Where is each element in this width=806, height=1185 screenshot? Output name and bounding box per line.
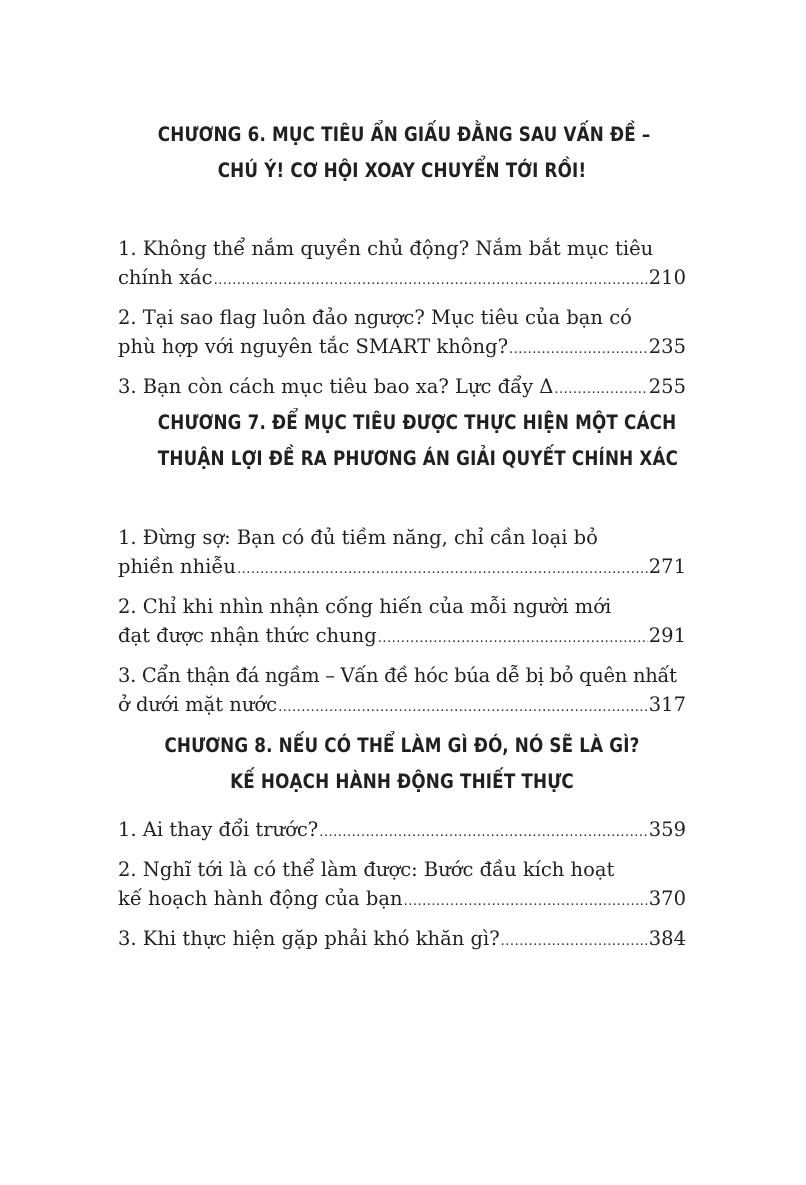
toc-page-number: 370 [648,887,686,910]
toc-entry-title-end: đạt được nhận thức chung [118,624,377,647]
toc-entry-title: 3. Cẩn thận đá ngầm – Vấn đề hóc búa dễ bị bỏ quên nhất [118,664,677,687]
toc-entry-title-end: kế hoạch hành động của bạn [118,887,403,910]
toc-entry-title: 2. Chỉ khi nhìn nhận cống hiến của mỗi người mới [118,595,612,618]
toc-entry-title: 3. Bạn còn cách mục tiêu bao xa? Lực đẩy Δ [118,375,554,398]
dot-leader [554,372,647,404]
toc-entry-title-end: phiền nhiễu [118,555,236,578]
dot-leader [237,552,648,584]
toc-entry-title: 1. Ai thay đổi trước? [118,818,319,841]
chapter-8-entries [118,815,686,964]
toc-entry[interactable] [118,592,686,653]
toc-entry-title: 1. Không thể nắm quyền chủ động? Nắm bắt mục tiêu [118,237,654,260]
dot-leader [509,332,648,364]
toc-entry[interactable] [118,815,686,847]
toc-page-number: 384 [648,927,686,950]
toc-page-number: 210 [648,266,686,289]
chapter-heading-line: CHÚ Ý! CƠ HỘI XOAY CHUYỂN TỚI RỒI! [217,159,587,182]
dot-leader [214,263,648,295]
toc-entry-title: 3. Khi thực hiện gặp phải khó khăn gì? [118,927,500,950]
chapter-6-entries [118,234,686,412]
toc-entry-title: 1. Đừng sợ: Bạn có đủ tiềm năng, chỉ cần loại bỏ [118,526,598,549]
toc-page-number: 317 [648,693,686,716]
chapter-heading-line: THUẬN LỢI ĐỀ RA PHƯƠNG ÁN GIẢI QUYẾT CHÍNH XÁC [157,447,679,470]
toc-page-number: 271 [648,555,686,578]
toc-page-number: 291 [648,624,686,647]
chapter-heading-line: CHƯƠNG 6. MỤC TIÊU ẨN GIẤU ĐẰNG SAU VẤN ĐỀ – [157,123,651,146]
chapter-8-heading [158,728,646,800]
chapter-heading-line: KẾ HOẠCH HÀNH ĐỘNG THIẾT THỰC [230,770,574,793]
toc-entry[interactable] [118,372,686,404]
toc-entry[interactable] [118,661,686,722]
toc-entry-title: 2. Tại sao flag luôn đảo ngược? Mục tiêu của bạn có [118,306,632,329]
toc-entry-title: 2. Nghĩ tới là có thể làm được: Bước đầu kích hoạt [118,858,615,881]
toc-page-number: 359 [648,818,686,841]
toc-entry-title-end: chính xác [118,266,213,289]
chapter-heading-line: CHƯƠNG 7. ĐỂ MỤC TIÊU ĐƯỢC THỰC HIỆN MỘT CÁCH [157,411,677,434]
dot-leader [404,884,648,916]
toc-entry[interactable] [118,303,686,364]
dot-leader [319,815,648,847]
toc-entry-title-end: ở dưới mặt nước [118,693,278,716]
toc-entry[interactable] [118,855,686,916]
toc-entry[interactable] [118,523,686,584]
dot-leader [278,690,648,722]
toc-entry[interactable] [118,234,686,295]
chapter-heading-line: CHƯƠNG 8. NẾU CÓ THỂ LÀM GÌ ĐÓ, NÓ SẼ LÀ GÌ? [164,734,640,757]
toc-entry[interactable] [118,924,686,956]
chapter-7-entries [118,523,686,730]
toc-page-number: 235 [648,335,686,358]
dot-leader [501,924,648,956]
toc-entry-title-end: phù hợp với nguyên tắc SMART không? [118,335,509,358]
toc-page-number: 255 [648,375,686,398]
chapter-7-heading [157,405,679,477]
chapter-6-heading [157,117,651,189]
dot-leader [378,621,648,653]
